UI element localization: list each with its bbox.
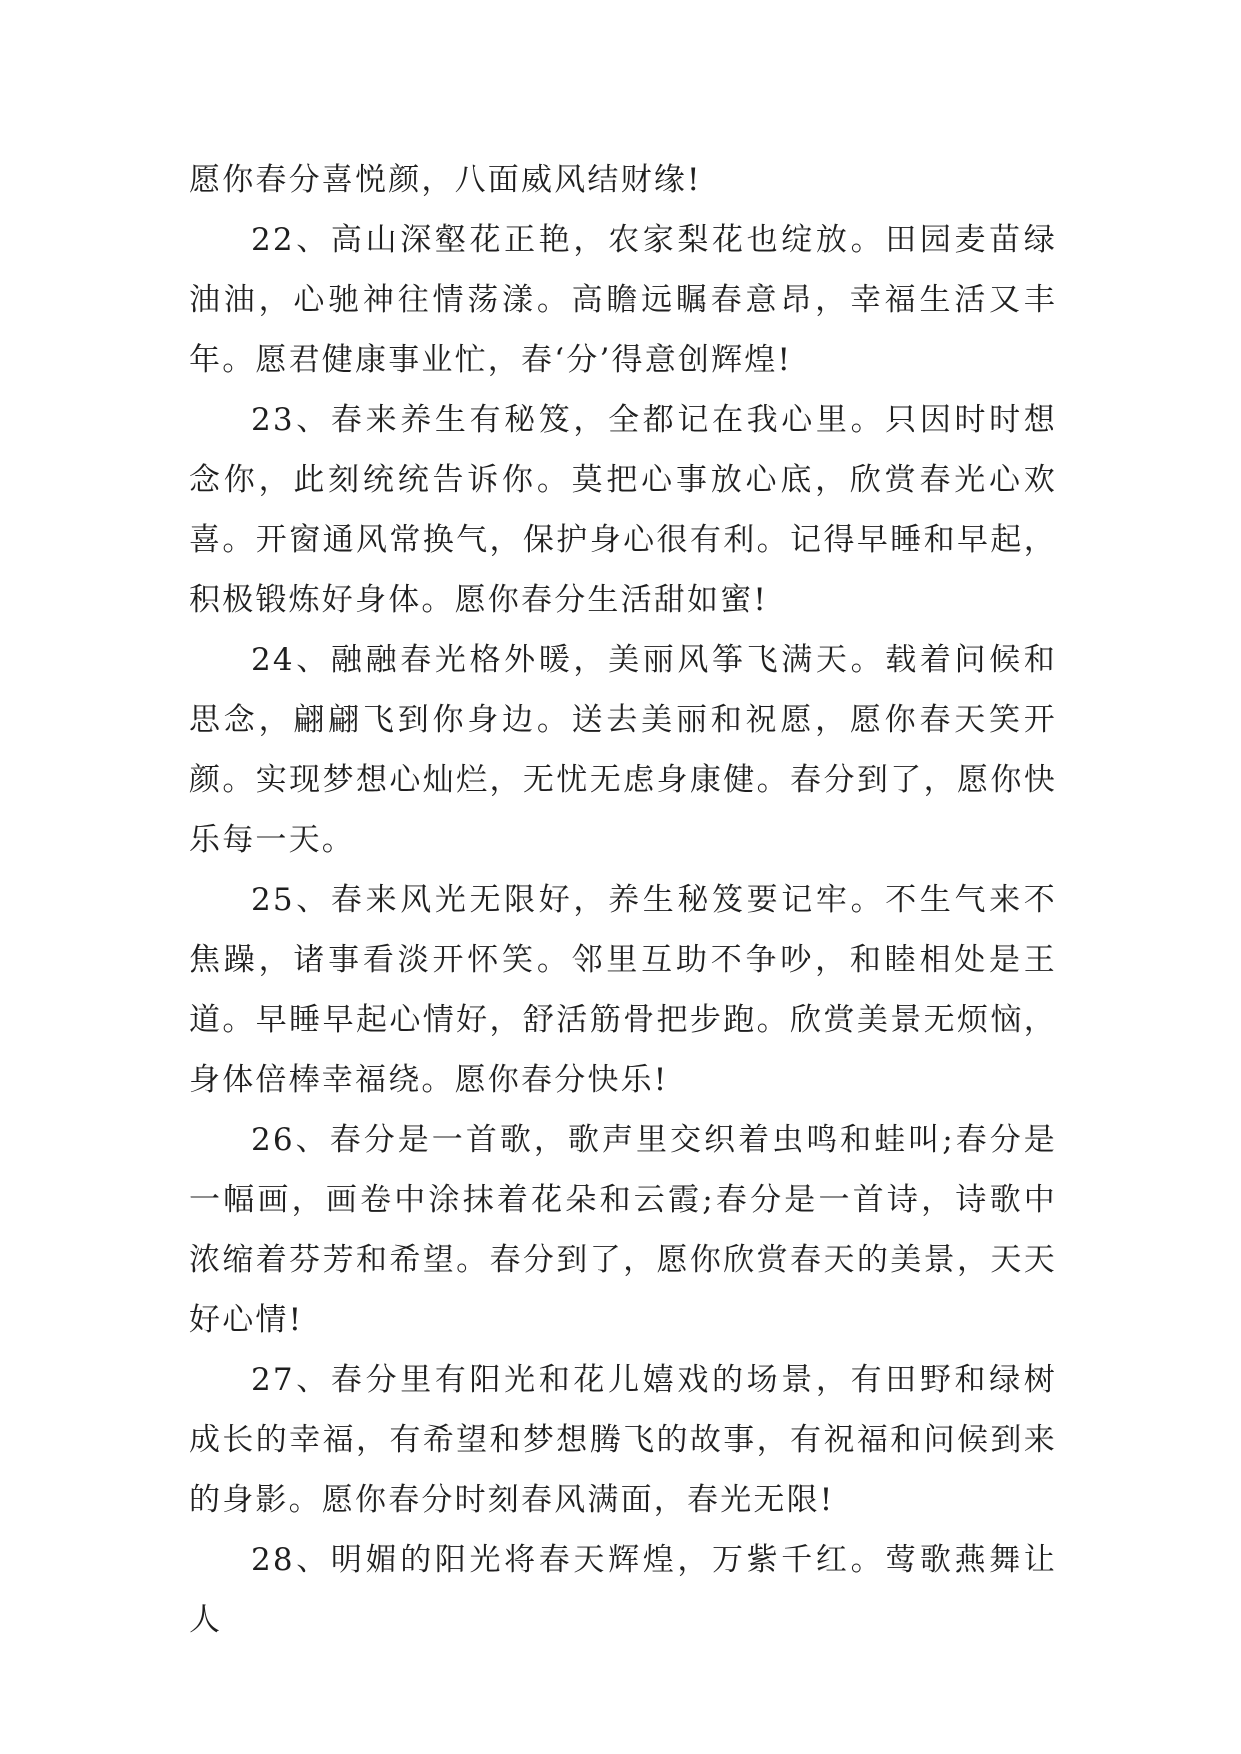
document-body xyxy=(189,150,1057,1650)
paragraph-24: 24、融融春光格外暖，美丽风筝飞满天。载着问候和思念，翩翩飞到你身边。送去美丽和祝愿，愿你春天笑开颜。实现梦想心灿烂，无忧无虑身康健。春分到了，愿你快乐每一天。 xyxy=(189,642,1057,858)
paragraph-22: 22、高山深壑花正艳，农家梨花也绽放。田园麦苗绿油油，心驰神往情荡漾。高瞻远瞩春意昂，幸福生活又丰年。愿君健康事业忙，春‘分’得意创辉煌! xyxy=(189,222,1057,378)
paragraph-25: 25、春来风光无限好，养生秘笈要记牢。不生气来不焦躁，诸事看淡开怀笑。邻里互助不争吵，和睦相处是王道。早睡早起心情好，舒活筋骨把步跑。欣赏美景无烦恼，身体倍棒幸福绕。愿你春分快乐! xyxy=(189,882,1057,1098)
paragraph-continuation: 愿你春分喜悦颜，八面威风结财缘! xyxy=(189,162,702,198)
paragraph-27: 27、春分里有阳光和花儿嬉戏的场景，有田野和绿树成长的幸福，有希望和梦想腾飞的故事，有祝福和问候到来的身影。愿你春分时刻春风满面，春光无限! xyxy=(189,1362,1057,1518)
paragraph-26: 26、春分是一首歌，歌声里交织着虫鸣和蛙叫;春分是一幅画，画卷中涂抹着花朵和云霞;春分是一首诗，诗歌中浓缩着芬芳和希望。春分到了，愿你欣赏春天的美景，天天好心情! xyxy=(189,1122,1057,1338)
paragraph-28: 28、明媚的阳光将春天辉煌，万紫千红。莺歌燕舞让人 xyxy=(189,1542,1057,1638)
paragraph-23: 23、春来养生有秘笈，全都记在我心里。只因时时想念你，此刻统统告诉你。莫把心事放心底，欣赏春光心欢喜。开窗通风常换气，保护身心很有利。记得早睡和早起，积极锻炼好身体。愿你春分生活甜如蜜! xyxy=(189,402,1057,618)
